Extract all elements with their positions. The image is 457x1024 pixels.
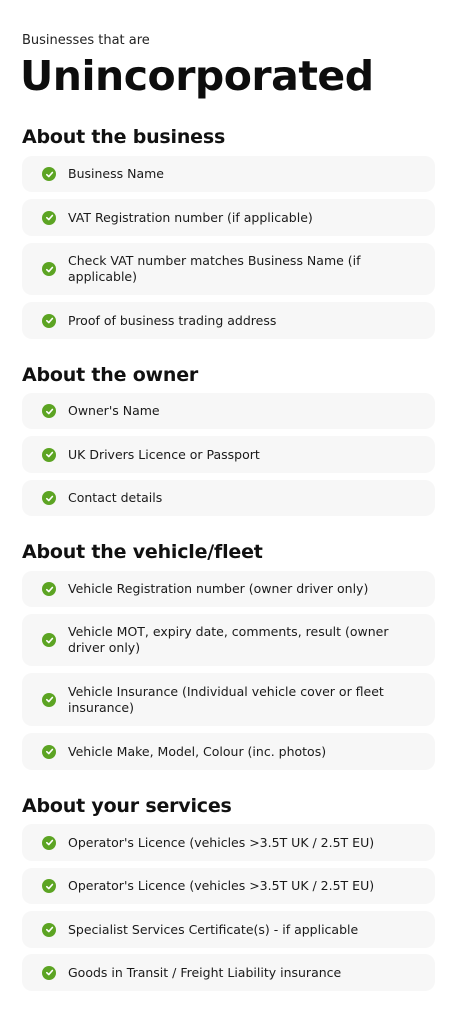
list-item [22, 614, 435, 666]
section-title-owner: About the owner [22, 364, 199, 386]
check-circle-icon [42, 582, 56, 596]
list-item [22, 393, 435, 429]
list-item [22, 156, 435, 192]
list-item-label: Contact details [68, 490, 163, 505]
list-item [22, 673, 435, 726]
check-circle-icon [42, 262, 56, 276]
list-item-label: VAT Registration number (if applicable) [68, 209, 313, 225]
list-item [22, 436, 435, 473]
section-title-business: About the business [22, 126, 226, 148]
list-item [22, 954, 435, 991]
list-item-label: Owner's Name [68, 403, 160, 418]
check-circle-icon [42, 879, 56, 893]
list-item [22, 571, 435, 607]
eyebrow-text: Businesses that are [22, 33, 150, 48]
check-circle-icon [42, 314, 56, 328]
list-item-label: Vehicle Registration number (owner driver only) [68, 581, 369, 596]
list-item [22, 199, 435, 236]
list-item [22, 302, 435, 339]
list-item-label: Vehicle Insurance (Individual vehicle cover or fleet insurance) [68, 683, 384, 715]
list-item-label: Operator's Licence (vehicles >3.5T UK / 2.5T EU) [68, 834, 375, 850]
check-circle-icon [42, 966, 56, 980]
list-item-label: Vehicle MOT, expiry date, comments, result (owner driver only) [68, 624, 389, 655]
check-circle-icon [42, 404, 56, 418]
check-circle-icon [42, 448, 56, 462]
list-item [22, 733, 435, 770]
list-item [22, 243, 435, 295]
list-item [22, 824, 435, 861]
list-item-label: Goods in Transit / Freight Liability insurance [68, 964, 342, 980]
section-title-services: About your services [22, 795, 232, 817]
list-item-label: Operator's Licence (vehicles >3.5T UK / 2.5T EU) [68, 878, 375, 893]
list-item-label: Proof of business trading address [68, 312, 277, 328]
check-circle-icon [42, 211, 56, 225]
list-item [22, 480, 435, 516]
check-circle-icon [42, 693, 56, 707]
check-circle-icon [42, 633, 56, 647]
check-circle-icon [42, 836, 56, 850]
check-circle-icon [42, 745, 56, 759]
list-item-label: Specialist Services Certificate(s) - if applicable [68, 921, 359, 937]
list-item-label: Vehicle Make, Model, Colour (inc. photos) [68, 743, 327, 759]
list-item-label: Check VAT number matches Business Name (if applicable) [68, 253, 361, 284]
list-item [22, 868, 435, 904]
check-circle-icon [42, 167, 56, 181]
section-title-vehicle: About the vehicle/fleet [22, 541, 263, 563]
list-item-label: UK Drivers Licence or Passport [68, 446, 260, 462]
check-circle-icon [42, 923, 56, 937]
list-item [22, 911, 435, 948]
page-title: Unincorporated [20, 52, 374, 100]
list-item-label: Business Name [68, 166, 164, 181]
check-circle-icon [42, 491, 56, 505]
